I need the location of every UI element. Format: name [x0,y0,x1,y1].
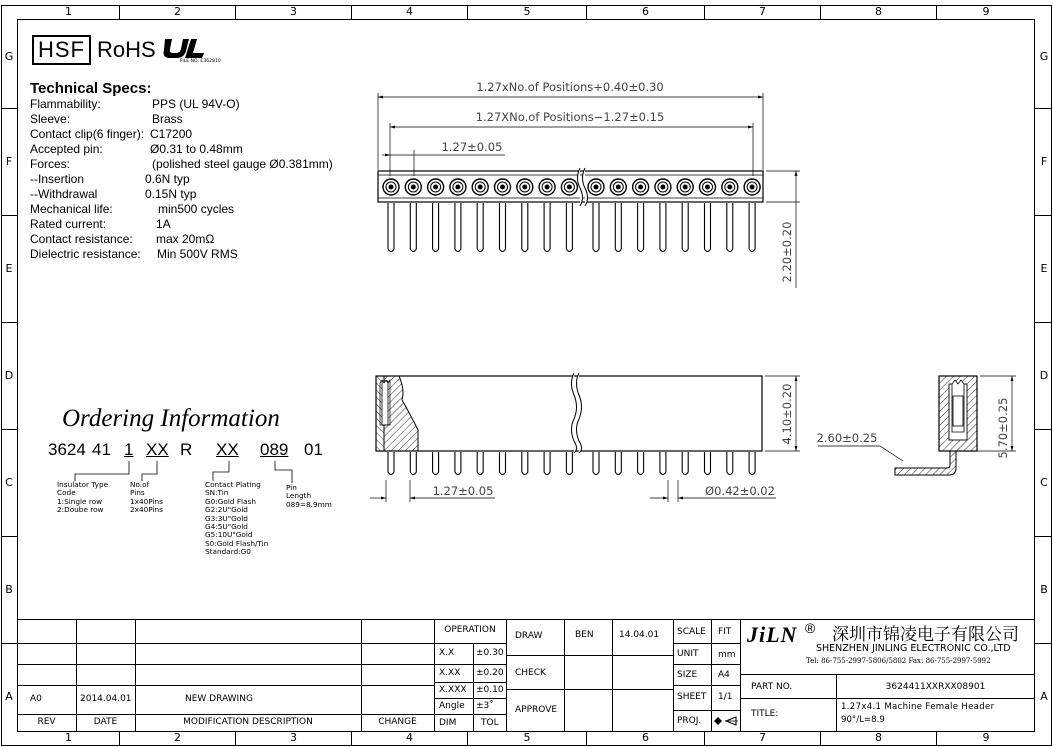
dim-body-height: 4.10±0.20 [780,383,794,445]
code-part-plating: XX [216,440,239,459]
note-line: G0:Gold Flash [205,496,256,506]
note-line: G3:3U"Gold [205,513,248,523]
zone-row-g: G [4,50,14,63]
dim-span: 1.27XNo.of Positions−1.27±0.15 [475,110,665,124]
note-line: G5:10U"Gold [205,530,253,540]
note-line: 1:Single row [57,496,103,506]
zone-col-7-bottom: 7 [759,731,766,744]
size-value: A4 [718,670,730,680]
hsf-logo: HSF [32,35,91,65]
zone-row-e: E [5,262,13,275]
title-line-2: 90°/L=8.9 [841,715,885,725]
code-part-suffix: 01 [304,440,323,459]
rev-value: A0 [30,694,42,704]
note-line: SN:Tin [205,488,229,498]
zone-row-f-right: F [1040,155,1048,168]
zone-row-f: F [5,155,13,168]
code-part-r: R [180,440,193,459]
note-line: 1x40Pins [130,496,163,506]
title-label: TITLE: [751,709,779,719]
note-line: Contact Plating [205,480,261,489]
date-header: DATE [93,717,118,727]
tol-dim-1: X.X [439,648,455,658]
approve-label: APPROVE [515,705,558,715]
spec-value: 0.6N typ [145,172,190,186]
zone-row-a-right: A [1040,690,1048,703]
note-line: S0:Gold Flash/Tin [205,538,269,548]
note-line: Code [57,488,76,498]
zone-row-b-right: B [1040,583,1048,596]
zone-col-5: 5 [523,5,531,18]
note-line: G2:2U"Gold [205,505,248,515]
note-line: Standard:G0 [205,547,251,557]
note-line: Pin [286,483,297,492]
tol-value-1: ±0.30 [476,648,504,658]
scale-label: SCALE [677,627,706,637]
zone-col-3: 3 [290,5,297,18]
spec-value: min500 cycles [158,202,235,216]
company-name-chinese: 深圳市锦凌电子有限公司 [832,625,1019,645]
scale-value: FIT [718,627,732,637]
dim-side-height: 5.70±0.25 [996,397,1010,459]
spec-label: Dielectric resistance: [30,247,141,261]
tol-dim-2: X.XX [439,668,461,678]
spec-label: Sleeve: [30,112,71,126]
registered-mark-icon: ® [805,620,816,636]
zone-col-7: 7 [759,5,766,18]
spec-value: Ø0.31 to 0.48mm [150,142,243,156]
tol-value-2: ±0.20 [476,668,504,678]
check-label: CHECK [515,668,546,678]
proj-label: PROJ. [677,716,702,726]
dim-side-offset: 2.60±0.25 [816,431,878,445]
zone-col-8-bottom: 8 [875,731,882,744]
spec-value: 0.15N typ [145,187,197,201]
rohs-logo: RoHS [97,37,156,62]
spec-value: Min 500V RMS [157,247,238,261]
spec-value: max 20mΩ [156,232,215,246]
zone-col-8: 8 [875,5,882,18]
zone-col-6: 6 [642,5,649,18]
tol-label: TOL [481,718,499,728]
code-part-series: 3624 [48,440,86,459]
spec-label: Contact clip(6 finger): [30,127,145,141]
zone-col-9: 9 [982,5,990,18]
zone-col-6-bottom: 6 [642,731,649,744]
zone-row-e-right: E [1040,262,1048,275]
company-logo: JiLN [747,622,798,647]
spec-label: Mechanical life: [30,202,113,216]
tol-dim-3: X.XXX [439,685,467,695]
zone-row-g-right: G [1039,50,1049,63]
spec-label: Flammability: [30,97,101,111]
unit-value: mm [718,650,736,660]
spec-label: --Withdrawal [30,187,98,201]
note-line: 2:Doube row [57,505,104,515]
spec-label: --Insertion [30,172,85,186]
dim-overall: 1.27xNo.of Positions+0.40±0.30 [476,80,664,94]
dim-pitch-top: 1.27±0.05 [441,140,503,154]
spec-label: Forces: [30,157,71,171]
part-no-label: PART NO. [751,682,793,692]
code-part-insulator: 1 [124,440,134,459]
note-line: 089=8.9mm [286,499,332,509]
tol-dim-4: Angle [439,701,465,711]
rev-header: REV [37,717,56,727]
note-line: Insulator Type [57,480,109,489]
zone-col-1: 1 [65,5,72,18]
dim-height-top: 2.20±0.20 [780,221,794,283]
spec-value: C17200 [150,127,193,141]
zone-col-2-bottom: 2 [174,731,181,744]
note-line: 2x40Pins [130,505,163,515]
dim-pin-diameter: Ø0.42±0.02 [705,484,775,498]
note-line: No.of [130,480,150,489]
zone-col-5-bottom: 5 [523,731,531,744]
zone-row-c: C [5,476,13,489]
spec-value: (polished steel gauge Ø0.381mm) [152,157,333,171]
zone-col-4-bottom: 4 [406,731,413,744]
draw-label: DRAW [515,631,543,641]
operation-label: OPERATION [444,625,496,635]
unit-label: UNIT [677,649,699,659]
specs-title: Technical Specs: [30,80,152,97]
spec-value: Brass [152,112,183,126]
ul-file-number: FILE NO. E362810 [179,59,221,64]
company-contact: Tel: 86-755-2997-5806/5802 Fax: 86-755-2997-5992 [806,657,991,665]
draw-name: BEN [575,630,594,640]
spec-label: Accepted pin: [30,142,103,156]
change-header: CHANGE [378,717,417,727]
zone-row-b: B [5,583,13,596]
rev-date-value: 2014.04.01 [80,694,132,704]
spec-label: Rated current: [30,217,107,231]
zone-row-d-right: D [1039,369,1049,382]
spec-label: Contact resistance: [30,232,133,246]
rev-description-value: NEW DRAWING [185,694,253,704]
zone-col-4: 4 [406,5,413,18]
zone-col-3-bottom: 3 [290,731,297,744]
note-line: G4:5U"Gold [205,522,248,532]
zone-row-c-right: C [1040,476,1048,489]
company-name-english: SHENZHEN JINLING ELECTRONIC CO.,LTD [816,643,1011,654]
tol-value-4: ±3˚ [476,701,494,711]
note-line: Length [286,491,312,501]
zone-row-a: A [5,690,13,703]
size-label: SIZE [677,670,698,680]
part-no-value: 3624411XXRXX08901 [885,682,986,692]
title-line-1: 1.27x4.1 Machine Female Header [841,702,995,712]
tol-value-3: ±0.10 [476,685,504,695]
draw-date: 14.04.01 [619,630,660,640]
description-header: MODIFICATION DESCRIPTION [183,717,313,727]
code-part-length: 089 [260,440,289,459]
code-part-pins: XX [146,440,169,459]
zone-row-d: D [4,369,14,382]
zone-col-1-bottom: 1 [65,731,72,744]
dim-pitch-bottom: 1.27±0.05 [432,484,494,498]
zone-col-2: 2 [174,5,181,18]
sheet-value: 1/1 [718,692,733,702]
spec-value: 1A [156,217,171,231]
dim-label: DIM [439,718,457,728]
spec-value: PPS (UL 94V-O) [152,97,240,111]
note-line: Pins [130,488,145,498]
projection-symbol-icon [711,714,739,728]
zone-col-9-bottom: 9 [982,731,990,744]
ordering-title: Ordering Information [62,405,280,432]
sheet-label: SHEET [677,692,707,702]
code-part-type: 41 [92,440,111,459]
